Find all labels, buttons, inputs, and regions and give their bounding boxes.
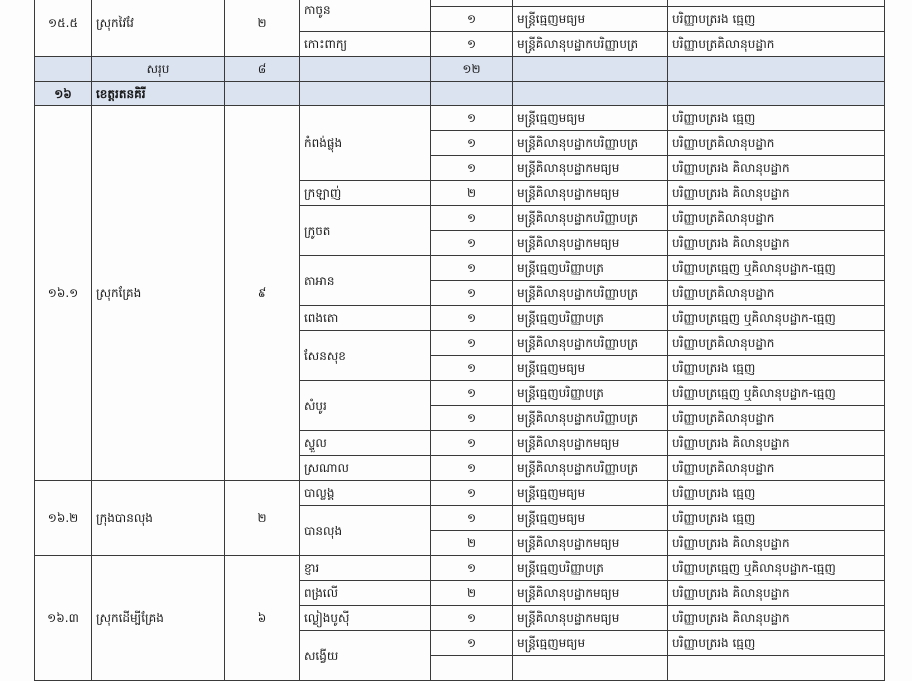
quantity-cell: ១: [431, 131, 513, 156]
position-cell: មន្ត្រីធ្មេញមធ្យម: [513, 481, 668, 506]
location-cell: ក្រឡាញ់: [300, 181, 431, 206]
position-cell: មន្ត្រីគិលានុបដ្ឋាកបរិញ្ញាបត្រ: [513, 456, 668, 481]
quantity-cell: ១: [431, 506, 513, 531]
qualification-cell: បរិញ្ញាបត្រធ្មេញ ឬគិលានុបដ្ឋាក-ធ្មេញ: [668, 381, 885, 406]
position-cell: [513, 656, 668, 681]
position-cell: មន្ត្រីគិលានុបដ្ឋាកមធ្យម: [513, 606, 668, 631]
position-cell: មន្ត្រីគិលានុបដ្ឋាកមធ្យម: [513, 156, 668, 181]
qualification-cell: បរិញ្ញាបត្រគិលានុបដ្ឋាក: [668, 406, 885, 431]
qualification-cell: បរិញ្ញាបត្រគិលានុបដ្ឋាក: [668, 456, 885, 481]
position-cell: មន្ត្រីគិលានុបដ្ឋាកបរិញ្ញាបត្រ: [513, 281, 668, 306]
qualification-cell: បរិញ្ញាបត្ររង គិលានុបដ្ឋាក: [668, 606, 885, 631]
district-count: ២: [225, 481, 300, 556]
quantity-cell: ១: [431, 431, 513, 456]
staffing-table: [34, 0, 885, 681]
total-quantity: ១២: [431, 57, 513, 82]
qualification-cell: បរិញ្ញាបត្រធ្មេញ ឬគិលានុបដ្ឋាក-ធ្មេញ: [668, 306, 885, 331]
position-cell: មន្ត្រីធ្មេញបរិញ្ញាបត្រ: [513, 256, 668, 281]
location-cell: ក្រូចត: [300, 206, 431, 256]
location-cell: ស្រណាល: [300, 456, 431, 481]
province-number: ១៦: [35, 82, 92, 106]
quantity-cell: ២: [431, 181, 513, 206]
qualification-cell: បរិញ្ញាបត្ររង ធ្មេញ: [668, 506, 885, 531]
position-cell: មន្ត្រីធ្មេញមធ្យម: [513, 631, 668, 656]
position-cell: មន្ត្រីគិលានុបដ្ឋាកបរិញ្ញាបត្រ: [513, 131, 668, 156]
qualification-cell: បរិញ្ញាបត្ររង ធ្មេញ: [668, 356, 885, 381]
qualification-cell: បរិញ្ញាបត្ររង គិលានុបដ្ឋាក: [668, 181, 885, 206]
quantity-cell: ១: [431, 7, 513, 32]
district-number: ១៦.២: [35, 481, 92, 556]
district-number: ១៦.១: [35, 106, 92, 481]
table-row: [35, 106, 885, 131]
quantity-cell: ១: [431, 406, 513, 431]
position-cell: មន្ត្រីគិលានុបដ្ឋាកបរិញ្ញាបត្រ: [513, 331, 668, 356]
qualification-cell: បរិញ្ញាបត្ររង ធ្មេញ: [668, 481, 885, 506]
location-cell: សង្វើយ: [300, 631, 431, 681]
position-cell: មន្ត្រីធ្មេញមធ្យម: [513, 106, 668, 131]
position-cell: មន្ត្រីគិលានុបដ្ឋាកបរិញ្ញាបត្រ: [513, 32, 668, 57]
quantity-cell: ១: [431, 281, 513, 306]
district-name: ស្រុកវៃវែ: [92, 0, 225, 57]
position-cell: មន្ត្រីធ្មេញមធ្យម: [513, 7, 668, 32]
quantity-cell: ១: [431, 32, 513, 57]
position-cell: មន្ត្រីធ្មេញបរិញ្ញាបត្រ: [513, 306, 668, 331]
total-label: សរុប: [92, 57, 225, 82]
qualification-cell: បរិញ្ញាបត្រធ្មេញ ឬគិលានុបដ្ឋាក-ធ្មេញ: [668, 256, 885, 281]
district-count: ២: [225, 0, 300, 57]
quantity-cell: ១: [431, 206, 513, 231]
quantity-cell: ១: [431, 631, 513, 656]
location-cell: កាចូន: [300, 0, 431, 32]
district-count: ៩: [225, 106, 300, 481]
location-cell: ខ្ញារ: [300, 556, 431, 581]
total-district-count: ៨: [225, 57, 300, 82]
quantity-cell: [431, 656, 513, 681]
quantity-cell: ១: [431, 456, 513, 481]
qualification-cell: បរិញ្ញាបត្ររង គិលានុបដ្ឋាក: [668, 231, 885, 256]
position-cell: មន្ត្រីធ្មេញមធ្យម: [513, 506, 668, 531]
quantity-cell: ១: [431, 306, 513, 331]
district-name: ក្រុងបានលុង: [92, 481, 225, 556]
quantity-cell: ១: [431, 481, 513, 506]
location-cell: បាល្លង្គ: [300, 481, 431, 506]
location-cell: កំពង់ផ្លុង: [300, 106, 431, 181]
qualification-cell: បរិញ្ញាបត្រគិលានុបដ្ឋាក: [668, 32, 885, 57]
location-cell: តាអាន: [300, 256, 431, 306]
qualification-cell: បរិញ្ញាបត្រធ្មេញ ឬគិលានុបដ្ឋាក-ធ្មេញ: [668, 556, 885, 581]
qualification-cell: បរិញ្ញាបត្ររង គិលានុបដ្ឋាក: [668, 431, 885, 456]
quantity-cell: ១: [431, 356, 513, 381]
district-name: ស្រុកគ្រែង: [92, 106, 225, 481]
quantity-cell: ១: [431, 556, 513, 581]
quantity-cell: ១: [431, 156, 513, 181]
qualification-cell: បរិញ្ញាបត្ររង ធ្មេញ: [668, 631, 885, 656]
province-name: ខេត្តរតនគិរី: [92, 82, 225, 106]
quantity-cell: ១: [431, 606, 513, 631]
position-cell: មន្ត្រីគិលានុបដ្ឋាកមធ្យម: [513, 181, 668, 206]
quantity-cell: ១: [431, 331, 513, 356]
quantity-cell: ២: [431, 581, 513, 606]
province-row: [35, 82, 885, 106]
district-number: ១៦.៣: [35, 556, 92, 681]
location-cell: សំបូរ: [300, 381, 431, 431]
qualification-cell: បរិញ្ញាបត្រគិលានុបដ្ឋាក: [668, 131, 885, 156]
quantity-cell: ១: [431, 106, 513, 131]
qualification-cell: បរិញ្ញាបត្រគិលានុបដ្ឋាក: [668, 281, 885, 306]
qualification-cell: បរិញ្ញាបត្រគិលានុបដ្ឋាក: [668, 331, 885, 356]
location-cell: សែនសុខ: [300, 331, 431, 381]
position-cell: មន្ត្រីគិលានុបដ្ឋាកបរិញ្ញាបត្រ: [513, 406, 668, 431]
quantity-cell: ១: [431, 381, 513, 406]
quantity-cell: ១: [431, 256, 513, 281]
position-cell: មន្ត្រីគិលានុបដ្ឋាកមធ្យម: [513, 231, 668, 256]
qualification-cell: បរិញ្ញាបត្ររង ធ្មេញ: [668, 7, 885, 32]
position-cell: មន្ត្រីគិលានុបដ្ឋាកមធ្យម: [513, 431, 668, 456]
qualification-cell: បរិញ្ញាបត្ររង គិលានុបដ្ឋាក: [668, 531, 885, 556]
location-cell: ល្ងៀងបូស៊ី: [300, 606, 431, 631]
total-row: [35, 57, 885, 82]
position-cell: មន្ត្រីគិលានុបដ្ឋាកមធ្យម: [513, 581, 668, 606]
position-cell: មន្ត្រីគិលានុបដ្ឋាកមធ្យម: [513, 531, 668, 556]
location-cell: ពង្រលើ: [300, 581, 431, 606]
quantity-cell: ២: [431, 531, 513, 556]
qualification-cell: បរិញ្ញាបត្ររង ធ្មេញ: [668, 106, 885, 131]
district-number: ១៥.៥: [35, 0, 92, 57]
position-cell: មន្ត្រីធ្មេញបរិញ្ញាបត្រ: [513, 556, 668, 581]
location-cell: ស្ទួល: [300, 431, 431, 456]
table-row: [35, 481, 885, 506]
qualification-cell: [668, 656, 885, 681]
position-cell: មន្ត្រីធ្មេញមធ្យម: [513, 356, 668, 381]
table-row: [35, 556, 885, 581]
qualification-cell: បរិញ្ញាបត្រគិលានុបដ្ឋាក: [668, 206, 885, 231]
location-cell: បានលុង: [300, 506, 431, 556]
district-count: ៦: [225, 556, 300, 681]
district-name: ស្រុកដើម្បីគ្រែង: [92, 556, 225, 681]
qualification-cell: បរិញ្ញាបត្ររង គិលានុបដ្ឋាក: [668, 581, 885, 606]
position-cell: មន្ត្រីគិលានុបដ្ឋាកបរិញ្ញាបត្រ: [513, 206, 668, 231]
position-cell: មន្ត្រីធ្មេញបរិញ្ញាបត្រ: [513, 381, 668, 406]
location-cell: ពេងតោ: [300, 306, 431, 331]
quantity-cell: ១: [431, 231, 513, 256]
qualification-cell: បរិញ្ញាបត្ររង គិលានុបដ្ឋាក: [668, 156, 885, 181]
location-cell: កោះពាក្យ: [300, 32, 431, 57]
